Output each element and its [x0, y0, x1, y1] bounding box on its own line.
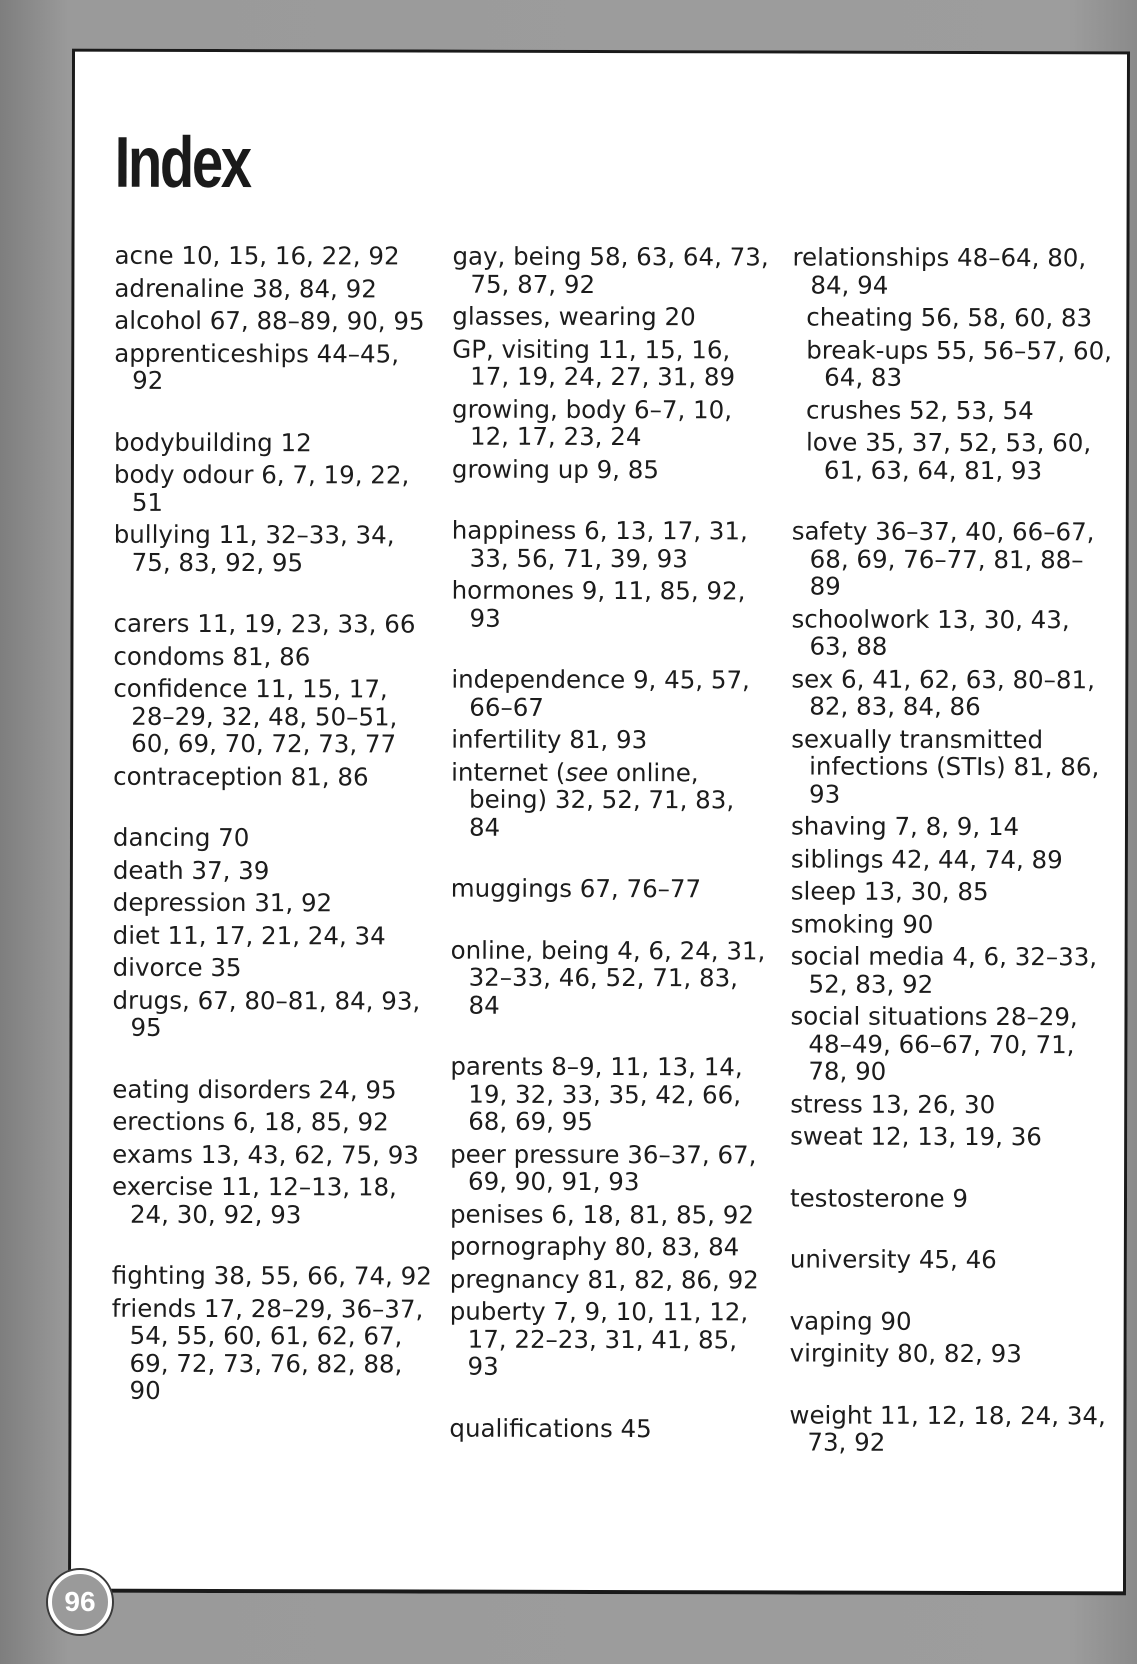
entry-heading: exercise — [112, 1171, 214, 1201]
entry-heading: bullying — [113, 519, 211, 549]
index-letter-group — [792, 244, 1113, 485]
entry-heading: online, being — [450, 935, 610, 965]
index-entry — [450, 1200, 770, 1228]
page-references: 8–9, 11, 13, 14, 19, 32, 33, 35, 42, 66, 68, 69, 95 — [468, 1051, 743, 1136]
entry-heading: schoolwork — [791, 604, 930, 634]
index-entry — [451, 875, 771, 903]
page-references: 67, 88–89, 90, 95 — [209, 305, 425, 336]
index-entry — [790, 1307, 1110, 1335]
index-letter-group — [452, 243, 773, 484]
index-letter-group — [790, 1307, 1110, 1368]
page-references: 6, 18, 85, 92 — [232, 1107, 389, 1137]
index-letter-group — [111, 1262, 431, 1405]
entry-heading: adrenaline — [114, 273, 245, 303]
index-entry — [450, 1265, 770, 1293]
entry-heading: divorce — [112, 952, 203, 982]
page-references: 36–37, 67, 69, 90, 91, 93 — [468, 1139, 757, 1197]
entry-heading: sexually transmitted infections (STIs) — [791, 724, 1044, 782]
page-references: 10, 15, 16, 22, 92 — [181, 240, 400, 271]
entry-heading: muggings — [450, 873, 573, 903]
index-entry — [791, 943, 1111, 999]
entry-heading: depression — [112, 887, 247, 918]
index-entry: internet (see online, being) 32, 52, 71, 83, 84 — [451, 757, 735, 842]
index-entry — [113, 954, 433, 982]
index-entry — [112, 1140, 432, 1168]
index-page — [68, 49, 1130, 1596]
index-entry — [449, 1414, 769, 1442]
entry-heading: alcohol — [114, 305, 202, 335]
page-references: 56, 58, 60, 83 — [920, 302, 1093, 333]
index-subentry — [792, 304, 1112, 332]
entry-heading: smoking — [790, 909, 895, 939]
index-entry — [452, 517, 772, 573]
index-subentry — [792, 429, 1112, 485]
index-entry — [789, 1401, 1109, 1457]
page-references: 4, 6, 24, 31, 32–33, 46, 52, 71, 83, 84 — [468, 935, 766, 1020]
index-letter-group — [114, 242, 434, 395]
page-references: online, being) 32, 52, 71, 83, 84 — [468, 757, 735, 842]
index-entry — [113, 675, 433, 758]
page-references: 11, 32–33, 34, 75, 83, 92, 95 — [131, 520, 395, 577]
entry-heading: eating disorders — [112, 1074, 311, 1104]
entry-heading: hormones — [451, 575, 575, 605]
index-entry — [790, 1184, 1110, 1212]
page-references: 12, 13, 19, 36 — [870, 1121, 1042, 1152]
page-references: 4, 6, 32–33, 52, 83, 92 — [808, 941, 1098, 999]
index-entry — [791, 878, 1111, 906]
see-reference: see — [565, 757, 609, 787]
page-references: 35 — [210, 952, 242, 983]
index-entry — [111, 1294, 431, 1405]
index-entry — [790, 1090, 1110, 1118]
index-entry — [112, 986, 432, 1042]
entry-heading: testosterone — [789, 1183, 945, 1213]
page-references: 7, 8, 9, 14 — [894, 811, 1020, 842]
index-entry — [791, 605, 1111, 661]
page-references: 12 — [280, 427, 312, 457]
page-references: 11, 19, 23, 33, 66 — [197, 608, 416, 639]
page-references: 9, 85 — [596, 454, 659, 484]
index-letter-group — [790, 1184, 1110, 1212]
index-entry — [113, 824, 433, 852]
entry-heading: glasses, wearing — [452, 301, 657, 332]
entry-heading: bodybuilding — [113, 427, 273, 457]
entry-heading: gay, being — [452, 241, 582, 271]
index-entry — [114, 428, 434, 456]
page-references: 45 — [620, 1413, 652, 1443]
entry-heading: exams — [112, 1139, 193, 1169]
page-references: 35, 37, 52, 53, 60, 61, 63, 64, 81, 93 — [823, 427, 1092, 485]
entry-heading: death — [112, 855, 184, 885]
entry-heading: siblings — [790, 844, 884, 874]
page-references: 38, 84, 92 — [252, 273, 377, 303]
index-letter-group — [113, 610, 433, 791]
entry-heading: apprenticeships — [114, 338, 309, 368]
page-references: 55, 56–57, 60, 64, 83 — [824, 335, 1113, 392]
index-letter-group — [451, 666, 771, 842]
index-letter-group — [450, 1053, 771, 1381]
index-entry — [790, 1123, 1110, 1151]
index-entry — [112, 1173, 432, 1229]
entry-heading: confidence — [113, 673, 248, 704]
page-references: 52, 53, 54 — [909, 395, 1034, 425]
index-entry — [452, 395, 772, 451]
index-entry — [113, 642, 433, 670]
index-letter-group — [451, 875, 771, 903]
page-references: 90 — [880, 1306, 912, 1336]
page-references: 11, 12, 18, 24, 34, 73, 92 — [807, 1400, 1106, 1457]
index-entry — [792, 518, 1112, 601]
index-entry — [451, 577, 771, 633]
page-references: 81, 86, 93 — [809, 752, 1100, 809]
page-references: 38, 55, 66, 74, 92 — [213, 1260, 432, 1291]
index-letter-group — [451, 517, 771, 633]
index-entry — [114, 307, 434, 335]
entry-heading: qualifications — [449, 1413, 613, 1443]
page-references: 11, 15, 17, 28–29, 32, 48, 50–51, 60, 69, 70, 72, 73, 77 — [131, 674, 398, 759]
index-letter-group — [790, 518, 1112, 1151]
entry-heading: contraception — [113, 761, 283, 791]
entry-heading: growing, body — [452, 394, 627, 424]
entry-heading: friends — [111, 1293, 197, 1323]
entry-heading: parents — [450, 1051, 544, 1081]
entry-heading: virginity — [789, 1338, 890, 1368]
index-entry — [113, 921, 433, 949]
page-references: 11, 15, 16, 17, 19, 24, 27, 31, 89 — [470, 334, 736, 392]
index-column-1 — [111, 242, 434, 1439]
index-entry — [791, 845, 1111, 873]
index-entry — [452, 455, 772, 483]
entry-heading: safety — [791, 516, 868, 546]
page-references: 7, 9, 10, 11, 12, 17, 22–23, 31, 41, 85, 93 — [467, 1296, 749, 1381]
index-entry — [791, 910, 1111, 938]
entry-heading: independence — [451, 664, 626, 695]
entry-heading: pornography — [449, 1231, 607, 1262]
page-references: 11, 17, 21, 24, 34 — [167, 920, 386, 950]
index-entry — [450, 1053, 770, 1136]
page-references: 67, 80–81, 84, 93, 95 — [130, 985, 421, 1042]
index-letter-group — [112, 824, 433, 1042]
entry-heading: sex — [791, 664, 834, 694]
page-references: 81, 93 — [569, 724, 648, 755]
entry-heading: social situations — [790, 1001, 988, 1032]
entry-heading: infertility — [451, 724, 562, 754]
index-entry — [790, 1003, 1110, 1086]
entry-heading: internet — [451, 757, 549, 787]
index-letter-group — [112, 1075, 432, 1228]
page-references: 31, 92 — [254, 888, 333, 918]
entry-heading: fighting — [111, 1260, 206, 1290]
index-entry — [451, 666, 771, 722]
page-references: 80, 83, 84 — [614, 1232, 740, 1262]
page-references: 67, 76–77 — [579, 873, 702, 904]
page-references: 6, 7, 19, 22, 51 — [131, 460, 410, 517]
index-letter-group — [790, 1246, 1110, 1274]
entry-heading: drugs, — [112, 985, 190, 1015]
index-entry — [452, 243, 772, 299]
index-letter-group — [449, 1414, 769, 1442]
index-entry — [450, 1298, 770, 1381]
page-references: 6–7, 10, 12, 17, 23, 24 — [469, 394, 733, 452]
entry-heading: GP, visiting — [452, 334, 590, 364]
index-entry — [450, 936, 770, 1019]
page-references: 37, 39 — [191, 855, 270, 885]
page-references: 11, 12–13, 18, 24, 30, 92, 93 — [129, 1172, 397, 1229]
index-entry — [113, 856, 433, 884]
entry-heading: sleep — [790, 876, 857, 906]
index-subentry — [792, 336, 1112, 392]
page-references: 81, 82, 86, 92 — [587, 1264, 759, 1294]
index-letter-group — [450, 936, 770, 1019]
entry-heading: pregnancy — [449, 1264, 580, 1294]
index-entry — [452, 303, 772, 331]
entry-heading: stress — [790, 1089, 863, 1119]
index-entry — [112, 1262, 432, 1290]
entry-heading: shaving — [790, 811, 887, 841]
index-subentry — [792, 396, 1112, 424]
page-references: 13, 43, 62, 75, 93 — [200, 1139, 419, 1170]
page-references: 6, 41, 62, 63, 80–81, 82, 83, 84, 86 — [809, 664, 1095, 721]
entry-heading: dancing — [112, 822, 211, 852]
entry-heading: break-ups — [806, 335, 929, 365]
index-entry — [791, 665, 1111, 721]
index-entry — [113, 610, 433, 638]
index-entry — [114, 339, 434, 395]
page-references: 20 — [664, 302, 696, 332]
page-references: 42, 44, 74, 89 — [891, 844, 1063, 874]
page-references: 9, 11, 85, 92, 93 — [469, 575, 746, 633]
page-references: 48–64, 80, 84, 94 — [810, 242, 1087, 300]
entry-heading: university — [789, 1244, 912, 1274]
page-references: 6, 18, 81, 85, 92 — [551, 1199, 754, 1229]
index-entry — [114, 274, 434, 302]
page-number-badge: 96 — [48, 1570, 112, 1634]
entry-heading: relationships — [792, 242, 950, 272]
index-entry — [452, 335, 772, 391]
entry-heading: condoms — [113, 641, 225, 671]
entry-heading: peer pressure — [450, 1139, 620, 1169]
page-references: 24, 95 — [318, 1074, 397, 1104]
entry-heading: diet — [112, 920, 160, 950]
index-entry — [114, 461, 434, 517]
entry-heading: vaping — [789, 1306, 873, 1336]
index-entry — [113, 762, 433, 790]
entry-heading: weight — [789, 1400, 873, 1430]
index-letter-group — [114, 428, 434, 576]
page-references: 81, 86 — [290, 761, 369, 791]
entry-heading: social media — [790, 941, 945, 971]
entry-heading: penises — [449, 1199, 544, 1229]
entry-heading: happiness — [451, 515, 577, 545]
index-column-3 — [789, 244, 1112, 1491]
index-entry — [114, 521, 434, 577]
page-references: 9, 45, 57, 66–67 — [469, 665, 750, 722]
index-letter-group — [789, 1401, 1109, 1457]
entry-heading: carers — [113, 608, 190, 638]
page-references: 36–37, 40, 66–67, 68, 69, 76–77, 81, 88–89 — [809, 516, 1095, 601]
page-references: 13, 30, 43, 63, 88 — [809, 604, 1070, 661]
page-references: 58, 63, 64, 73, 75, 87, 92 — [470, 241, 769, 299]
page-references: 81, 86 — [232, 641, 311, 671]
index-entry — [450, 1233, 770, 1261]
index-entry — [112, 1075, 432, 1103]
page-references: 80, 82, 93 — [897, 1338, 1022, 1369]
page-references: 13, 26, 30 — [870, 1089, 996, 1119]
index-entry — [450, 1140, 770, 1196]
entry-heading: cheating — [806, 302, 913, 332]
page-references: 17, 28–29, 36–37, 54, 55, 60, 61, 62, 67, 69, 72, 73, 76, 82, 88, 90 — [129, 1293, 424, 1405]
index-entry — [113, 889, 433, 917]
index-column-2 — [449, 243, 772, 1477]
entry-heading: body odour — [113, 459, 254, 490]
index-entry — [790, 1340, 1110, 1368]
entry-heading: growing up — [451, 454, 589, 484]
page-title: Index — [114, 122, 250, 204]
page-references: 9 — [952, 1183, 969, 1213]
page-references: 45, 46 — [918, 1244, 997, 1275]
index-entry — [114, 242, 434, 270]
page-references: 44–45, 92 — [132, 338, 400, 395]
index-entry — [451, 726, 771, 754]
index-entry — [792, 244, 1112, 300]
entry-heading: sweat — [790, 1121, 863, 1151]
index-entry — [112, 1108, 432, 1136]
entry-heading: acne — [114, 240, 174, 270]
index-entry — [791, 813, 1111, 841]
index-entry — [791, 725, 1111, 808]
page-references: 6, 13, 17, 31, 33, 56, 71, 39, 93 — [469, 515, 748, 573]
page-references: 13, 30, 85 — [863, 876, 989, 907]
entry-heading: love — [805, 427, 858, 457]
page-references: 90 — [902, 909, 934, 939]
index-entry — [790, 1246, 1110, 1274]
page-references: 28–29, 48–49, 66–67, 70, 71, 78, 90 — [808, 1002, 1078, 1086]
entry-heading: erections — [112, 1106, 226, 1137]
entry-heading: puberty — [449, 1296, 546, 1326]
entry-heading: crushes — [806, 395, 902, 425]
page-references: 70 — [218, 823, 250, 853]
